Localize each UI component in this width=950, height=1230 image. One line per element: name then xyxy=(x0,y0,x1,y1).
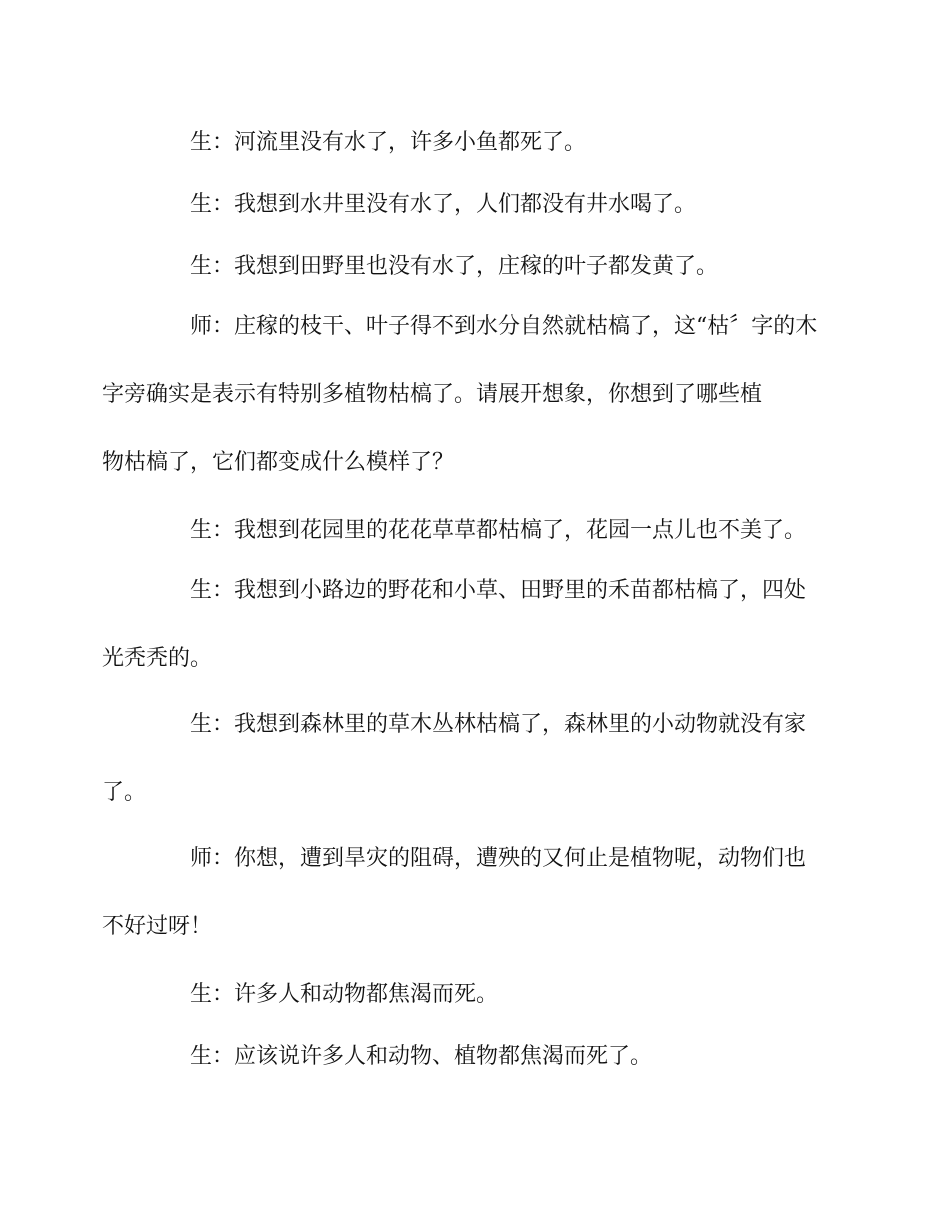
paragraph-line: 生：许多人和动物都焦渴而死。 xyxy=(190,982,499,1007)
paragraph-line: 生：我想到水井里没有水了，人们都没有井水喝了。 xyxy=(190,192,697,217)
paragraph-line: 师：庄稼的枝干、叶子得不到水分自然就枯槁了，这“枯〞字的木 xyxy=(190,314,818,339)
paragraph-line: 字旁确实是表示有特别多植物枯槁了。请展开想象，你想到了哪些植 xyxy=(102,382,763,407)
paragraph-10 xyxy=(146,1042,808,1072)
paragraph-line: 生：我想到森林里的草木丛林枯槁了，森林里的小动物就没有家 xyxy=(190,712,807,737)
paragraph-2 xyxy=(146,190,808,220)
paragraph-6 xyxy=(102,557,808,693)
paragraph-8 xyxy=(102,825,808,961)
paragraph-line: 了。 xyxy=(102,780,147,805)
paragraph-3 xyxy=(146,252,808,282)
paragraph-4 xyxy=(102,293,818,497)
paragraph-1 xyxy=(146,128,808,158)
paragraph-9 xyxy=(146,980,808,1010)
paragraph-line: 生：河流里没有水了，许多小鱼都死了。 xyxy=(190,130,587,155)
paragraph-line: 生：应该说许多人和动物、植物都焦渴而死了。 xyxy=(190,1044,653,1069)
paragraph-line: 光秃秃的。 xyxy=(102,646,213,671)
paragraph-line: 不好过呀！ xyxy=(102,914,213,939)
paragraph-line: 物枯槁了，它们都变成什么模样了？ xyxy=(102,450,455,475)
paragraph-line: 生：我想到田野里也没有水了，庄稼的叶子都发黄了。 xyxy=(190,254,719,279)
paragraph-line: 生：我想到花园里的花花草草都枯槁了，花园一点儿也不美了。 xyxy=(190,518,807,543)
paragraph-line: 师：你想，遭到旱灾的阻碍，遭殃的又何止是植物呢，动物们也 xyxy=(190,846,807,871)
paragraph-line: 生：我想到小路边的野花和小草、田野里的禾苗都枯槁了，四处 xyxy=(190,578,807,603)
paragraph-7 xyxy=(102,691,808,827)
paragraph-5 xyxy=(146,516,808,546)
